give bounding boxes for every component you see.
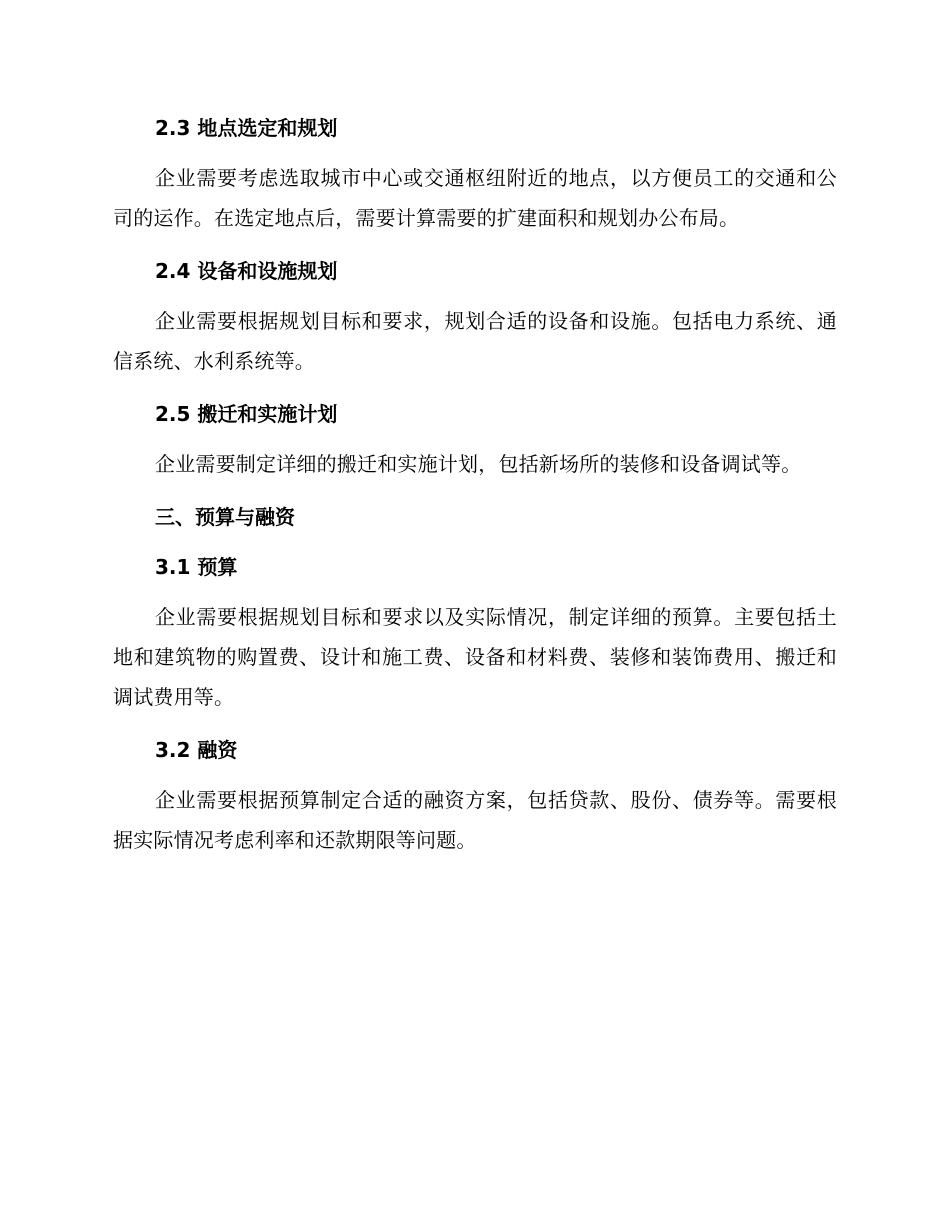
section-paragraph-3-1: 企业需要根据规划目标和要求以及实际情况，制定详细的预算。主要包括土地和建筑物的购置费、设计和施工费、设备和材料费、装修和装饰费用、搬迁和调试费用等。 xyxy=(113,605,837,709)
section-heading-3-1: 3.1 预算 xyxy=(155,555,238,579)
section-paragraph-2-3: 企业需要考虑选取城市中心或交通枢纽附近的地点，以方便员工的交通和公司的运作。在选定地点后，需要计算需要的扩建面积和规划办公布局。 xyxy=(113,166,837,230)
section-paragraph-2-4: 企业需要根据规划目标和要求，规划合适的设备和设施。包括电力系统、通信系统、水利系统等。 xyxy=(113,309,837,373)
section-heading-3-2: 3.2 融资 xyxy=(155,738,238,762)
section-paragraph-3-2: 企业需要根据预算制定合适的融资方案，包括贷款、股份、债券等。需要根据实际情况考虑利率和还款期限等问题。 xyxy=(113,788,837,852)
section-heading-2-4: 2.4 设备和设施规划 xyxy=(155,259,338,283)
chapter-heading-3: 三、预算与融资 xyxy=(155,505,295,529)
section-paragraph-2-5: 企业需要制定详细的搬迁和实施计划，包括新场所的装修和设备调试等。 xyxy=(155,452,802,476)
section-heading-2-3: 2.3 地点选定和规划 xyxy=(155,116,338,140)
document-content xyxy=(113,108,837,873)
section-heading-2-5: 2.5 搬迁和实施计划 xyxy=(155,402,338,426)
